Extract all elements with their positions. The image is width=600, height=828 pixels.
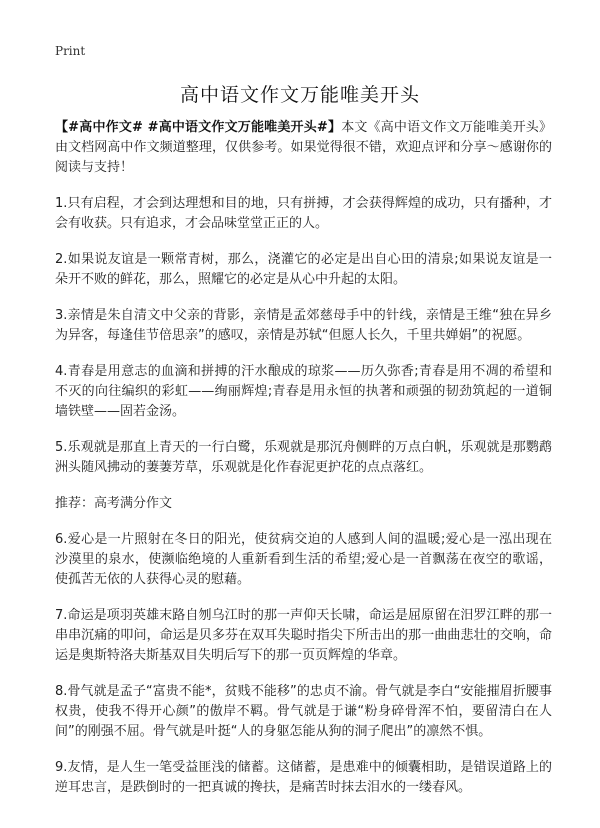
paragraph-6: 6.爱心是一片照射在冬日的阳光，使贫病交迫的人感到人间的温暖;爱心是一泓出现在沙漠里的泉水，使濒临绝境的人重新看到生活的希望;爱心是一首飘荡在夜空的歌谣，使孤苦无依的人获得心灵的慰藉。 (55, 532, 552, 587)
intro-paragraph (55, 118, 552, 178)
paragraph-9: 9.友情，是人生一笔受益匪浅的储蓄。这储蓄，是患难中的倾囊相助，是错误道路上的逆耳忠言，是跌倒时的一把真诚的搀扶，是痛苦时抹去泪水的一缕春风。 (55, 760, 552, 795)
intro-tags: 【#高中作文# #高中语文作文万能唯美开头#】 (55, 120, 342, 135)
intro-text: 本文《高中语文作文万能唯美开头》由文档网高中作文频道整理，仅供参考。如果觉得很不错，欢迎点评和分享～感谢你的阅读与支持！ (55, 120, 552, 175)
page-title: 高中语文作文万能唯美开头 (179, 84, 420, 106)
paragraph-3: 3.亲情是朱自清文中父亲的背影，亲情是孟郊慈母手中的针线，亲情是王维“独在异乡为异客，每逢佳节倍思亲”的感叹，亲情是苏轼“但愿人长久，千里共婵娟”的祝愿。 (55, 308, 552, 343)
article-body (55, 118, 552, 814)
paragraph-4: 4.青春是用意志的血滴和拼搏的汗水酿成的琼浆——历久弥香;青春是用不凋的希望和不灭的向往编织的彩虹——绚丽辉煌;青春是用永恒的执著和顽强的韧劲筑起的一道铜墙铁壁——固若金汤。 (55, 364, 552, 419)
paragraph-5: 5.乐观就是那直上青天的一行白鹭，乐观就是那沉舟侧畔的万点白帆，乐观就是那鹦鹉洲头随风拂动的萋萋芳草，乐观就是化作春泥更护花的点点落红。 (55, 440, 552, 475)
paragraph-8: 8.骨气就是孟子“富贵不能*，贫贱不能移”的忠贞不渝。骨气就是李白“安能摧眉折腰事权贵，使我不得开心颜”的傲岸不羁。骨气就是于谦“粉身碎骨浑不怕，要留清白在人间”的刚强不屈。骨气就是叶挺“人的身躯怎能从狗的洞子爬出”的凛然不惧。 (55, 684, 552, 739)
print-link[interactable]: Print (55, 44, 86, 58)
paragraph-2: 2.如果说友谊是一颗常青树，那么，浇灌它的必定是出自心田的清泉;如果说友谊是一朵开不败的鲜花，那么，照耀它的必定是从心中升起的太阳。 (55, 252, 552, 287)
paragraph-1: 1.只有启程，才会到达理想和目的地，只有拼搏，才会获得辉煌的成功，只有播种，才会有收获。只有追求，才会品味堂堂正正的人。 (55, 196, 552, 231)
paragraph-7: 7.命运是项羽英雄末路自刎乌江时的那一声仰天长啸，命运是屈原留在汨罗江畔的那一串串沉痛的叩问，命运是贝多芬在双耳失聪时指尖下所击出的那一曲曲悲壮的交响，命运是奥斯特洛夫斯基双目失明后写下的那一页页辉煌的华章。 (55, 608, 552, 663)
recommend-line: 推荐：高考满分作文 (55, 496, 173, 511)
